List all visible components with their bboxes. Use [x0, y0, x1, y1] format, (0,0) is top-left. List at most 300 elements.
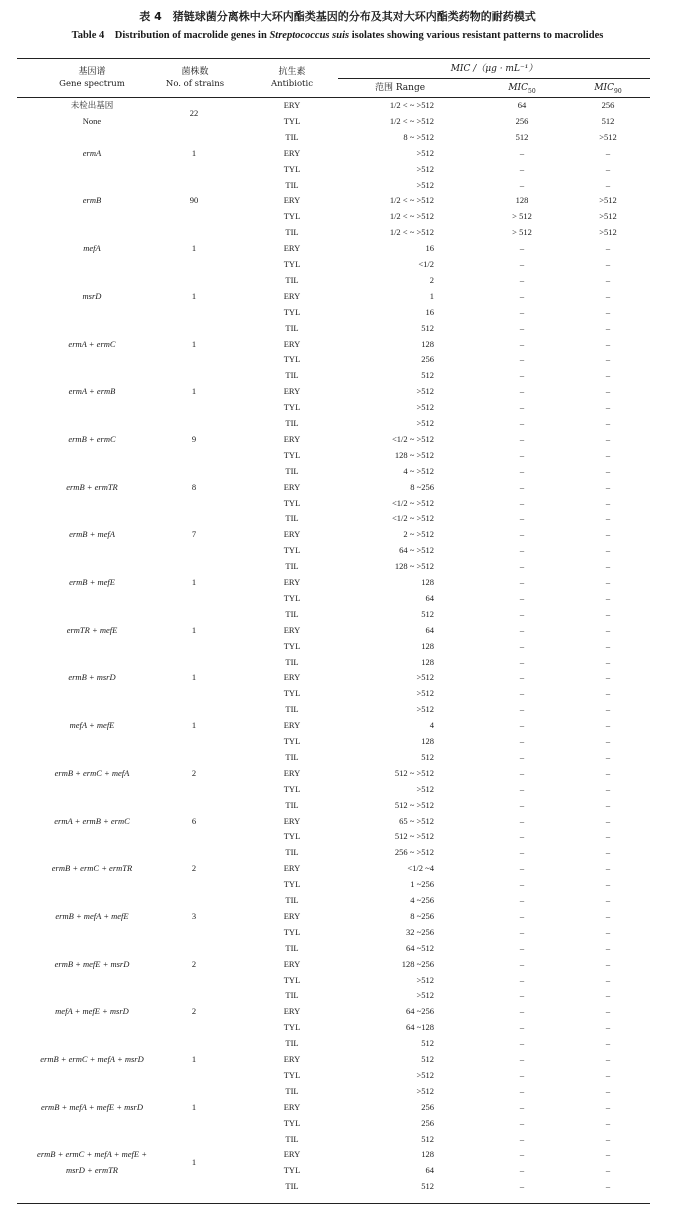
antibiotic: TYL: [283, 211, 301, 222]
mic-range: 2: [429, 274, 434, 285]
header-gene-zh: 基因谱: [78, 67, 106, 77]
mic-range: <1/2 ~ >512: [391, 513, 434, 524]
mic-range: 512 ~ >512: [394, 767, 434, 778]
mic-range: 512: [421, 1054, 434, 1064]
mic50-value: –: [519, 433, 525, 444]
antibiotic: TIL: [285, 1038, 299, 1049]
mic-range: 128: [421, 656, 434, 667]
gene-spectrum: mefA: [83, 243, 101, 254]
mic50-value: –: [519, 322, 525, 333]
mic-range: 64 ~ >512: [399, 545, 434, 556]
header-strains-zh: 菌株数: [181, 67, 209, 77]
mic50-value: –: [519, 942, 525, 953]
mic-range: 1: [429, 290, 434, 301]
mic50-value: –: [519, 958, 525, 969]
mic90-value: –: [605, 895, 611, 905]
gene-spectrum: mefA + mefE: [69, 720, 115, 731]
strain-count: 2: [191, 958, 197, 969]
antibiotic: ERY: [283, 863, 301, 874]
mic-range: >512: [416, 974, 434, 985]
mic-range: 4 ~ >512: [403, 465, 434, 476]
mic90-value: –: [605, 147, 611, 158]
antibiotic: TYL: [283, 688, 301, 699]
mic90-value: –: [605, 608, 611, 619]
header-antibiotic-en: Antibiotic: [271, 79, 313, 89]
title-en-species: Streptococcus suis: [269, 30, 350, 41]
mic-range: 128 ~256: [401, 958, 434, 969]
mic90-value: –: [605, 1038, 611, 1049]
mic-range: 256: [421, 1101, 434, 1112]
mic-range: >512: [416, 672, 434, 683]
mic50-value: –: [519, 1101, 525, 1112]
mic-range: 2 ~ >512: [403, 529, 434, 540]
table-title-zh: 表 4 猪链球菌分离株中大环内酯类基因的分布及其对大环内酯类药物的耐药模式: [139, 10, 536, 23]
mic-range: 128 ~ >512: [394, 561, 434, 572]
header-gene-en: Gene spectrum: [59, 79, 125, 89]
mic90-value: –: [605, 926, 611, 937]
antibiotic: TIL: [285, 847, 299, 858]
mic-range: 4 ~256: [410, 895, 434, 905]
mic90-value: –: [605, 1085, 611, 1096]
strain-count: 1: [191, 386, 197, 397]
mic90-value: –: [605, 815, 611, 826]
mic90-value: –: [605, 1006, 611, 1017]
antibiotic: TYL: [283, 640, 301, 651]
antibiotic: TYL: [283, 497, 301, 508]
antibiotic: TIL: [285, 322, 299, 333]
antibiotic: TYL: [283, 306, 301, 317]
mic90-value: –: [605, 274, 611, 285]
antibiotic: TIL: [285, 608, 299, 619]
mic50-value: –: [519, 736, 525, 746]
mic50-value: –: [519, 863, 525, 874]
mic-range: >512: [416, 386, 434, 397]
antibiotic: TYL: [283, 449, 301, 460]
antibiotic: ERY: [283, 338, 301, 349]
antibiotic: TIL: [285, 656, 299, 667]
mic90-value: –: [605, 306, 611, 317]
mic90-value: –: [605, 672, 611, 683]
antibiotic: TIL: [285, 513, 299, 524]
mic90-value: –: [605, 640, 611, 651]
strain-count: 1: [191, 1101, 197, 1112]
strain-count: 8: [191, 481, 197, 492]
strain-count: 90: [189, 195, 199, 206]
mic50-value: –: [519, 688, 525, 699]
header-antibiotic-zh: 抗生素: [278, 67, 306, 77]
mic-range: 128: [421, 338, 434, 349]
strain-count: 1: [191, 672, 197, 683]
mic50-value: –: [519, 338, 525, 349]
mic90-value: –: [605, 290, 611, 301]
mic-range: 64 ~128: [406, 1022, 434, 1033]
mic50-value: –: [519, 592, 525, 603]
mic50-value: –: [519, 561, 525, 572]
mic50-value: –: [519, 831, 525, 842]
mic90-value: –: [605, 767, 611, 778]
mic-range: 65 ~ >512: [399, 815, 434, 826]
mic50-value: 512: [515, 131, 529, 142]
antibiotic: ERY: [283, 815, 301, 826]
mic-range: 16: [425, 243, 434, 254]
mic-range: 1 ~256: [410, 879, 434, 890]
antibiotic: TIL: [285, 704, 299, 715]
mic-range: >512: [416, 1069, 434, 1080]
mic-range: 512: [421, 370, 434, 381]
antibiotic: TYL: [283, 974, 301, 985]
strain-count: 1: [191, 147, 197, 158]
mic-range: >512: [416, 147, 434, 158]
mic-range: 16: [425, 306, 434, 317]
antibiotic: TIL: [285, 990, 299, 1001]
antibiotic: TYL: [283, 592, 301, 603]
mic-range: 128: [421, 577, 434, 587]
mic50-value: > 512: [512, 227, 532, 238]
mic-range: 512: [421, 1181, 434, 1192]
mic50-value: –: [519, 1022, 525, 1033]
mic50-value: –: [519, 259, 525, 269]
mic90-value: 256: [601, 100, 615, 110]
mic50-value: 64: [517, 100, 527, 110]
mic90-value: >512: [599, 195, 617, 206]
antibiotic: ERY: [283, 1149, 301, 1160]
mic50-value: –: [519, 545, 525, 556]
mic50-value: –: [519, 704, 525, 715]
mic-range: 64: [425, 592, 434, 603]
mic-range: 64 ~512: [406, 942, 434, 953]
mic50-value: –: [519, 1038, 525, 1049]
header-mic50: $MIC_{50}$: [508, 83, 536, 95]
gene-spectrum: 未检出基因: [70, 100, 114, 110]
mic90-value: –: [605, 1133, 611, 1144]
gene-spectrum: ermB + mefA: [69, 529, 115, 540]
mic90-value: –: [605, 1054, 611, 1064]
mic-range: 1/2 < ~ >512: [389, 227, 434, 238]
mic90-value: >512: [599, 227, 617, 238]
mic-range: 256 ~ >512: [394, 847, 434, 858]
mic-range: >512: [416, 418, 434, 428]
mic50-value: –: [519, 513, 525, 524]
mic50-value: –: [519, 418, 525, 428]
mic-range: 512: [421, 1133, 434, 1144]
mic90-value: –: [605, 974, 611, 985]
strain-count: 6: [191, 815, 197, 826]
mic90-value: –: [605, 1117, 611, 1128]
mic50-value: –: [519, 895, 525, 905]
mic90-value: –: [605, 1165, 611, 1176]
antibiotic: TIL: [285, 942, 299, 953]
mic90-value: –: [605, 163, 611, 174]
antibiotic: TYL: [283, 1022, 301, 1033]
antibiotic: TYL: [283, 736, 301, 746]
mic90-value: –: [605, 386, 611, 397]
mic-range: 512: [421, 608, 434, 619]
mic90-value: –: [605, 736, 611, 746]
header-strains-en: No. of strains: [165, 79, 225, 89]
mic-range: 256: [421, 354, 434, 365]
gene-spectrum: ermB + mefE + msrD: [54, 958, 130, 969]
mic90-value: –: [605, 338, 611, 349]
header-mic-group: MIC /（μg · mL⁻¹）: [450, 64, 538, 74]
mic90-value: –: [605, 561, 611, 572]
antibiotic: TIL: [285, 1181, 299, 1192]
antibiotic: ERY: [283, 910, 301, 921]
mic-range: >512: [416, 179, 434, 190]
strain-count: 22: [189, 107, 199, 118]
antibiotic: TYL: [283, 1117, 301, 1128]
antibiotic: ERY: [283, 147, 301, 158]
gene-spectrum: ermA: [82, 147, 102, 158]
mic50-value: > 512: [512, 211, 532, 222]
mic50-value: –: [519, 481, 525, 492]
mic90-value: –: [605, 799, 611, 810]
header-range: 范围 Range: [374, 83, 426, 93]
mic-range: <1/2 ~ >512: [391, 433, 434, 444]
mic50-value: –: [519, 1069, 525, 1080]
mic50-value: –: [519, 1181, 525, 1192]
mic-range: >512: [416, 1085, 434, 1096]
antibiotic: ERY: [283, 433, 301, 444]
antibiotic: TYL: [283, 163, 301, 174]
mic90-value: –: [605, 704, 611, 715]
mic50-value: –: [519, 465, 525, 476]
antibiotic: TYL: [283, 879, 301, 890]
mic50-value: –: [519, 720, 525, 731]
mic90-value: –: [605, 1069, 611, 1080]
antibiotic: ERY: [283, 100, 301, 110]
mic-range: <1/2 ~ >512: [391, 497, 434, 508]
mic50-value: –: [519, 290, 525, 301]
mic-range: 8 ~256: [410, 910, 434, 921]
mic90-value: –: [605, 1181, 611, 1192]
mic50-value: –: [519, 767, 525, 778]
gene-spectrum: ermB + ermC + mefA: [54, 767, 130, 778]
strain-count: 2: [191, 863, 197, 874]
antibiotic: TIL: [285, 1133, 299, 1144]
antibiotic: TIL: [285, 131, 299, 142]
mic90-value: –: [605, 402, 611, 413]
mic-range: >512: [416, 163, 434, 174]
mic90-value: –: [605, 259, 611, 269]
mic90-value: –: [605, 497, 611, 508]
mic90-value: –: [605, 879, 611, 890]
mic90-value: –: [605, 513, 611, 524]
mic50-value: –: [519, 624, 525, 635]
antibiotic: ERY: [283, 1006, 301, 1017]
mic50-value: –: [519, 354, 525, 365]
title-en-prefix: Table 4 Distribution of macrolide genes in: [71, 30, 270, 41]
mic50-value: –: [519, 640, 525, 651]
mic-range: 64: [425, 1165, 434, 1176]
strain-count: 1: [191, 1157, 197, 1168]
mic50-value: –: [519, 274, 525, 285]
mic-range: 512 ~ >512: [394, 799, 434, 810]
mic50-value: –: [519, 179, 525, 190]
strain-count: 1: [191, 243, 197, 254]
gene-spectrum: mefA + mefE + msrD: [55, 1006, 129, 1017]
mic90-value: –: [605, 179, 611, 190]
antibiotic: TIL: [285, 465, 299, 476]
antibiotic: TIL: [285, 418, 299, 428]
mic90-value: –: [605, 831, 611, 842]
gene-spectrum: ermB + ermC + mefA + mefE +: [37, 1149, 147, 1160]
antibiotic: TIL: [285, 799, 299, 810]
gene-spectrum: ermB + mefA + mefE + msrD: [40, 1101, 144, 1112]
gene-spectrum: ermA + ermB + ermC: [54, 815, 130, 826]
mic90-value: –: [605, 449, 611, 460]
mic50-value: –: [519, 1149, 525, 1160]
antibiotic: TYL: [283, 354, 301, 365]
mic90-value: –: [605, 354, 611, 365]
antibiotic: ERY: [283, 290, 301, 301]
mic-range: 512: [421, 1038, 434, 1049]
gene-spectrum: ermB + msrD: [68, 672, 116, 683]
mic50-value: 256: [515, 115, 529, 126]
mic50-value: –: [519, 974, 525, 985]
mic50-value: –: [519, 672, 525, 683]
gene-spectrum: ermTR + mefE: [66, 624, 118, 635]
gene-spectrum: ermA + ermB: [68, 386, 116, 397]
mic50-value: –: [519, 926, 525, 937]
mic90-value: –: [605, 418, 611, 428]
mic90-value: –: [605, 783, 611, 794]
title-en-suffix: isolates showing various resistant patterns to macrolides: [349, 30, 604, 41]
mic50-value: –: [519, 751, 525, 762]
gene-spectrum: ermB + ermC: [68, 433, 116, 444]
mic90-value: –: [605, 577, 611, 587]
gene-spectrum-line2: None: [82, 115, 102, 126]
mic90-value: –: [605, 529, 611, 540]
antibiotic: ERY: [283, 195, 301, 206]
antibiotic: ERY: [283, 1101, 301, 1112]
antibiotic: TYL: [283, 402, 301, 413]
mic90-value: –: [605, 863, 611, 874]
antibiotic: TYL: [283, 783, 301, 794]
mic90-value: –: [605, 243, 611, 254]
mic50-value: –: [519, 799, 525, 810]
mic-range: 64: [425, 624, 434, 635]
antibiotic: ERY: [283, 1054, 301, 1064]
mic50-value: –: [519, 1006, 525, 1017]
mic-range: >512: [416, 783, 434, 794]
mic50-value: –: [519, 370, 525, 381]
antibiotic: TYL: [283, 831, 301, 842]
mic90-value: –: [605, 465, 611, 476]
strain-count: 3: [191, 910, 197, 921]
mic-range: 1/2 < ~ >512: [389, 115, 434, 126]
mic90-value: >512: [599, 131, 617, 142]
mic50-value: –: [519, 608, 525, 619]
antibiotic: ERY: [283, 481, 301, 492]
mic-range: 4: [429, 720, 434, 731]
strain-count: 1: [191, 720, 197, 731]
mic50-value: –: [519, 449, 525, 460]
strain-count: 1: [191, 1054, 197, 1064]
strain-count: 1: [191, 624, 197, 635]
gene-spectrum: ermB + ermC + mefA + msrD: [40, 1054, 144, 1064]
antibiotic: ERY: [283, 672, 301, 683]
antibiotic: ERY: [283, 624, 301, 635]
mic50-value: –: [519, 1165, 525, 1176]
mic90-value: –: [605, 481, 611, 492]
antibiotic: TIL: [285, 751, 299, 762]
mic-range: 64 ~256: [406, 1006, 434, 1017]
mic90-value: –: [605, 688, 611, 699]
antibiotic: TYL: [283, 1069, 301, 1080]
mic50-value: –: [519, 147, 525, 158]
gene-spectrum: ermB + ermTR: [66, 481, 118, 492]
mic50-value: –: [519, 386, 525, 397]
antibiotic: TIL: [285, 227, 299, 238]
header-mic90: $MIC_{90}$: [594, 83, 622, 95]
mic50-value: –: [519, 990, 525, 1001]
mic-range: 512: [421, 751, 434, 762]
mic90-value: –: [605, 1022, 611, 1033]
mic-range: 1/2 < ~ >512: [389, 195, 434, 206]
antibiotic: TYL: [283, 926, 301, 937]
gene-spectrum: ermB + mefE: [69, 577, 115, 587]
mic50-value: –: [519, 402, 525, 413]
mic-range: 128: [421, 640, 434, 651]
mic50-value: –: [519, 656, 525, 667]
antibiotic: TYL: [283, 115, 301, 126]
mic-range: 1/2 < ~ >512: [389, 100, 434, 110]
mic90-value: –: [605, 592, 611, 603]
mic50-value: –: [519, 243, 525, 254]
mic90-value: –: [605, 942, 611, 953]
antibiotic: ERY: [283, 243, 301, 254]
mic50-value: –: [519, 1085, 525, 1096]
strain-count: 7: [191, 529, 197, 540]
mic90-value: 512: [601, 115, 615, 126]
mic50-value: –: [519, 1054, 525, 1064]
antibiotic: TIL: [285, 274, 299, 285]
antibiotic: TIL: [285, 179, 299, 190]
strain-count: 1: [191, 338, 197, 349]
mic-range: 128 ~ >512: [394, 449, 434, 460]
gene-spectrum: ermB + mefA + mefE: [55, 910, 129, 921]
mic50-value: –: [519, 847, 525, 858]
antibiotic: TIL: [285, 895, 299, 905]
mic50-value: –: [519, 815, 525, 826]
antibiotic: TYL: [283, 1165, 301, 1176]
strain-count: 2: [191, 1006, 197, 1017]
antibiotic: ERY: [283, 577, 301, 587]
gene-spectrum: ermB + ermC + ermTR: [51, 863, 133, 874]
mic90-value: –: [605, 545, 611, 556]
mic90-value: –: [605, 847, 611, 858]
mic-range: 128: [421, 1149, 434, 1160]
mic90-value: –: [605, 624, 611, 635]
antibiotic: ERY: [283, 767, 301, 778]
mic-range: >512: [416, 688, 434, 699]
antibiotic: ERY: [283, 529, 301, 540]
mic90-value: –: [605, 751, 611, 762]
mic50-value: –: [519, 1117, 525, 1128]
mic-range: 8 ~256: [410, 481, 434, 492]
mic90-value: >512: [599, 211, 617, 222]
antibiotic: TYL: [283, 259, 301, 269]
mic90-value: –: [605, 1101, 611, 1112]
mic-range: 32 ~256: [406, 926, 434, 937]
antibiotic: ERY: [283, 720, 301, 731]
antibiotic: TIL: [285, 370, 299, 381]
mic90-value: –: [605, 370, 611, 381]
strain-count: 9: [191, 433, 197, 444]
mic50-value: –: [519, 879, 525, 890]
mic-range: >512: [416, 402, 434, 413]
strain-count: 1: [191, 290, 197, 301]
